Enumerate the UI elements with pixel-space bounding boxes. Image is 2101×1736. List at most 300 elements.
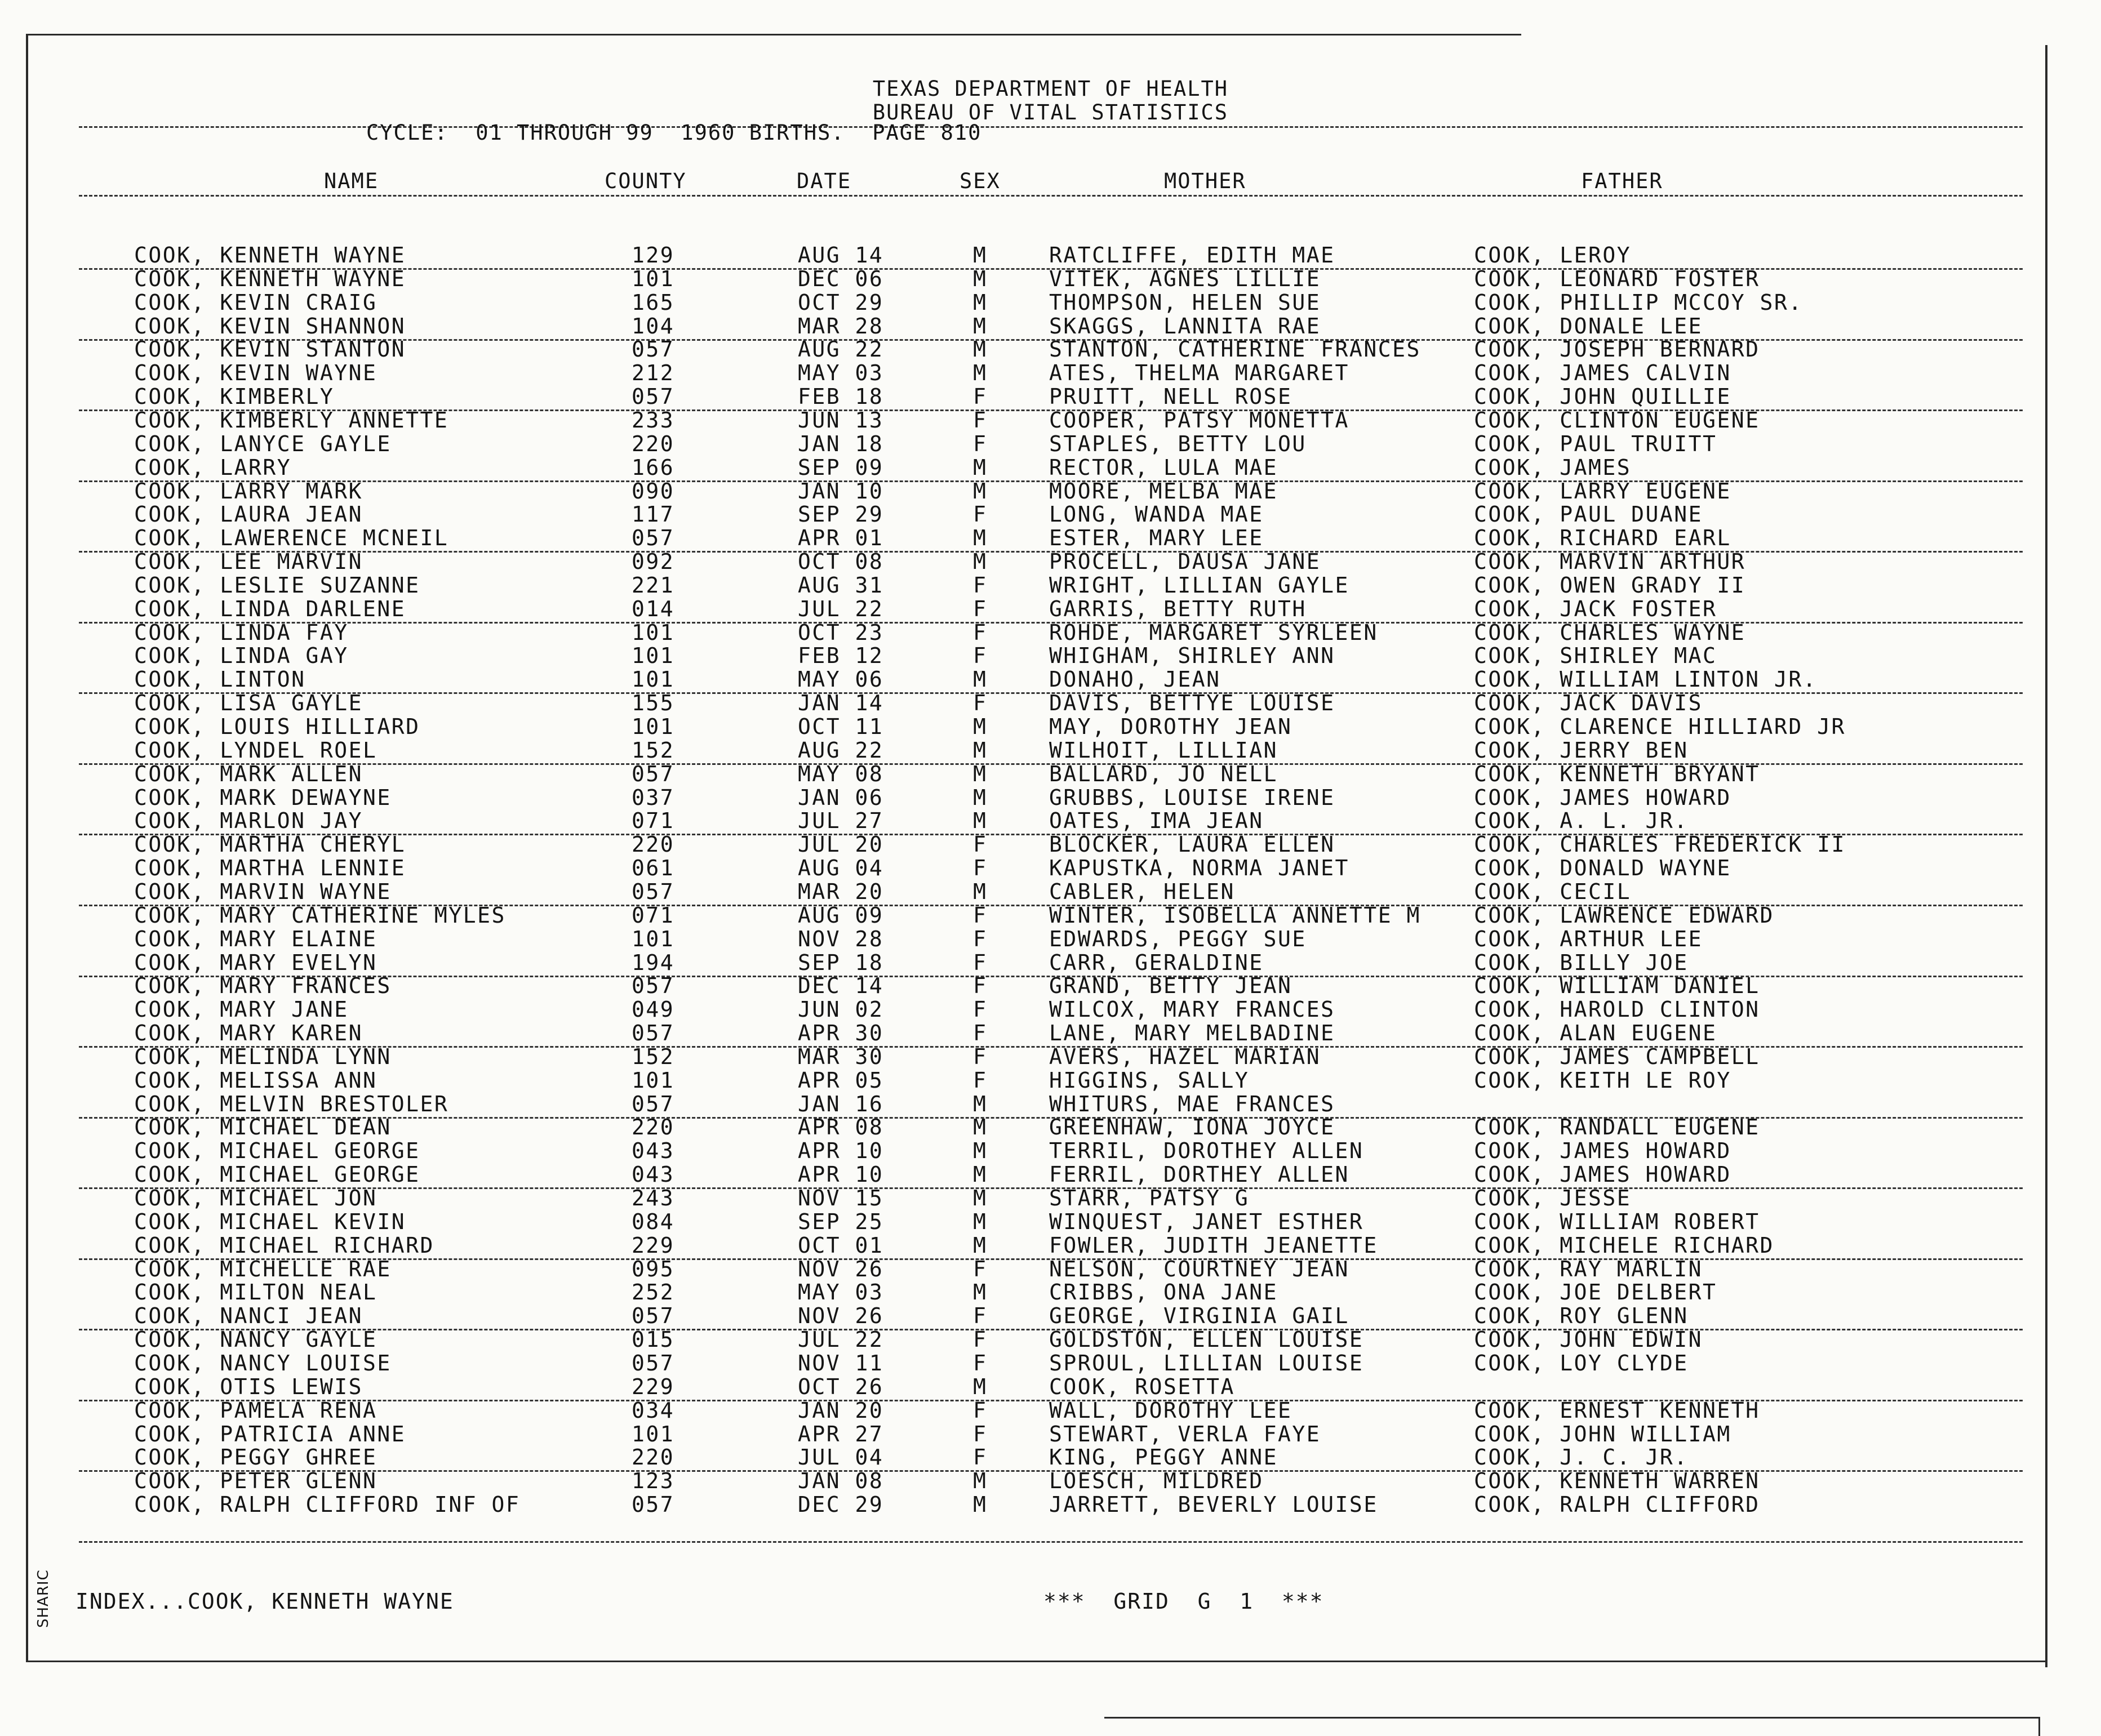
cell-date: JAN 10 xyxy=(798,478,884,504)
cell-mother: WHITURS, MAE FRANCES xyxy=(1049,1091,1335,1116)
cell-father: COOK, JACK FOSTER xyxy=(1474,596,1717,621)
cell-name: COOK, MARTHA CHERYL xyxy=(134,832,406,857)
column-header-sex: SEX xyxy=(960,169,1001,193)
cell-name: COOK, RALPH CLIFFORD INF OF xyxy=(134,1492,521,1517)
table-row xyxy=(0,1280,2101,1304)
column-header-mother: MOTHER xyxy=(1164,169,1246,193)
cell-name: COOK, MICHAEL GEORGE xyxy=(134,1162,420,1187)
table-row xyxy=(0,1445,2101,1469)
cell-county: 057 xyxy=(632,526,675,551)
cell-father: COOK, LOY CLYDE xyxy=(1474,1350,1689,1376)
cell-county: 220 xyxy=(632,1445,675,1470)
cell-name: COOK, MARY ELAINE xyxy=(134,926,377,951)
cell-county: 049 xyxy=(632,997,675,1022)
cell-mother: THOMPSON, HELEN SUE xyxy=(1049,290,1321,315)
cell-mother: CABLER, HELEN xyxy=(1049,879,1235,904)
cell-mother: TERRIL, DOROTHEY ALLEN xyxy=(1049,1138,1364,1164)
table-row xyxy=(0,951,2101,974)
cell-sex: M xyxy=(973,1115,988,1140)
column-header-rule xyxy=(79,195,2023,197)
table-row xyxy=(0,597,2101,621)
cell-name: COOK, NANCY LOUISE xyxy=(134,1350,392,1376)
cell-date: JUL 27 xyxy=(798,808,884,834)
table-row xyxy=(0,1469,2101,1493)
cell-sex: F xyxy=(973,950,988,975)
cell-name: COOK, MELINDA LYNN xyxy=(134,1044,392,1069)
cell-mother: COOK, ROSETTA xyxy=(1049,1374,1235,1399)
cell-date: DEC 29 xyxy=(798,1492,884,1517)
cell-sex: M xyxy=(973,526,988,551)
cell-sex: F xyxy=(973,1303,988,1329)
cell-father: COOK, RAY MARLIN xyxy=(1474,1256,1703,1281)
cell-mother: HIGGINS, SALLY xyxy=(1049,1067,1250,1093)
cell-date: MAY 06 xyxy=(798,667,884,692)
cell-name: COOK, LAURA JEAN xyxy=(134,502,363,527)
cell-mother: JARRETT, BEVERLY LOUISE xyxy=(1049,1492,1378,1517)
cell-county: 092 xyxy=(632,549,675,575)
table-row xyxy=(0,809,2101,833)
cell-sex: F xyxy=(973,997,988,1022)
cell-sex: F xyxy=(973,1421,988,1446)
cell-county: 037 xyxy=(632,785,675,810)
cell-father: COOK, RANDALL EUGENE xyxy=(1474,1115,1760,1140)
cell-date: JUL 22 xyxy=(798,1327,884,1352)
cell-mother: AVERS, HAZEL MARIAN xyxy=(1049,1044,1321,1069)
cell-county: 101 xyxy=(632,620,675,645)
cell-sex: F xyxy=(973,431,988,456)
table-row xyxy=(0,1422,2101,1446)
column-header-father: FATHER xyxy=(1581,169,1663,193)
cell-county: 015 xyxy=(632,1327,675,1352)
cell-name: COOK, NANCI JEAN xyxy=(134,1303,363,1329)
row-separator-rule xyxy=(79,1258,2023,1260)
table-row xyxy=(0,1257,2101,1281)
cell-sex: F xyxy=(973,1021,988,1046)
cell-name: COOK, MARY CATHERINE MYLES xyxy=(134,902,506,928)
cell-date: MAR 28 xyxy=(798,313,884,339)
cell-sex: F xyxy=(973,1256,988,1281)
cell-name: COOK, LINTON xyxy=(134,667,306,692)
cell-mother: KING, PEGGY ANNE xyxy=(1049,1445,1278,1470)
table-row xyxy=(0,974,2101,998)
next-page-edge-top xyxy=(1104,1717,2040,1719)
cell-county: 057 xyxy=(632,761,675,786)
table-row xyxy=(0,1139,2101,1163)
report-subtitle: BUREAU OF VITAL STATISTICS xyxy=(872,100,1229,124)
cell-date: DEC 06 xyxy=(798,266,884,291)
cell-county: 155 xyxy=(632,691,675,716)
cell-date: JAN 06 xyxy=(798,785,884,810)
table-row xyxy=(0,927,2101,951)
cell-sex: M xyxy=(973,808,988,834)
cell-mother: WILCOX, MARY FRANCES xyxy=(1049,997,1335,1022)
table-row xyxy=(0,337,2101,361)
cell-name: COOK, MICHAEL RICHARD xyxy=(134,1232,434,1258)
table-row xyxy=(0,291,2101,314)
cell-mother: STARR, PATSY G xyxy=(1049,1186,1250,1210)
table-row xyxy=(0,267,2101,291)
cell-county: 152 xyxy=(632,1044,675,1069)
table-row xyxy=(0,385,2101,408)
cell-mother: ATES, THELMA MARGARET xyxy=(1049,360,1349,386)
cell-name: COOK, LINDA GAY xyxy=(134,643,349,669)
table-row xyxy=(0,621,2101,644)
cell-sex: M xyxy=(973,1232,988,1258)
cell-date: NOV 26 xyxy=(798,1303,884,1329)
cell-sex: M xyxy=(973,1186,988,1210)
cell-county: 101 xyxy=(632,643,675,669)
cell-county: 090 xyxy=(632,478,675,504)
cell-name: COOK, KEVIN CRAIG xyxy=(134,290,377,315)
side-label: SHARIC xyxy=(35,1569,52,1628)
cell-mother: LANE, MARY MELBADINE xyxy=(1049,1021,1335,1046)
table-row xyxy=(0,833,2101,856)
cell-county: 152 xyxy=(632,737,675,763)
table-row xyxy=(0,691,2101,715)
cell-county: 057 xyxy=(632,384,675,409)
cell-sex: M xyxy=(973,337,988,362)
cell-mother: SKAGGS, LANNITA RAE xyxy=(1049,313,1321,339)
cell-county: 229 xyxy=(632,1374,675,1399)
cell-mother: OATES, IMA JEAN xyxy=(1049,808,1264,834)
cell-date: APR 08 xyxy=(798,1115,884,1140)
cell-mother: GRUBBS, LOUISE IRENE xyxy=(1049,785,1335,810)
cell-name: COOK, KEVIN STANTON xyxy=(134,337,406,362)
cell-county: 101 xyxy=(632,714,675,739)
cell-sex: F xyxy=(973,1445,988,1470)
cell-mother: LONG, WANDA MAE xyxy=(1049,502,1264,527)
cell-name: COOK, MICHAEL KEVIN xyxy=(134,1209,406,1234)
row-separator-rule xyxy=(79,976,2023,977)
cell-county: 084 xyxy=(632,1209,675,1234)
column-header-name: NAME xyxy=(324,169,379,193)
cell-name: COOK, KENNETH WAYNE xyxy=(134,266,406,291)
cell-sex: M xyxy=(973,266,988,291)
cell-date: OCT 23 xyxy=(798,620,884,645)
cell-date: FEB 18 xyxy=(798,384,884,409)
row-separator-rule xyxy=(79,905,2023,906)
cell-county: 057 xyxy=(632,1350,675,1376)
cell-date: SEP 29 xyxy=(798,502,884,527)
row-separator-rule xyxy=(79,268,2023,270)
table-row xyxy=(0,1069,2101,1092)
cell-sex: F xyxy=(973,384,988,409)
cell-sex: F xyxy=(973,1327,988,1352)
cell-county: 212 xyxy=(632,360,675,386)
cell-mother: CARR, GERALDINE xyxy=(1049,950,1264,975)
cell-date: OCT 01 xyxy=(798,1232,884,1258)
cell-name: COOK, LINDA FAY xyxy=(134,620,349,645)
cell-mother: BALLARD, JO NELL xyxy=(1049,761,1278,786)
cell-mother: LOESCH, MILDRED xyxy=(1049,1468,1264,1494)
cell-mother: PROCELL, DAUSA JANE xyxy=(1049,549,1321,575)
cell-name: COOK, MILTON NEAL xyxy=(134,1280,377,1305)
cell-mother: WILHOIT, LILLIAN xyxy=(1049,737,1278,763)
cell-name: COOK, MICHAEL GEORGE xyxy=(134,1138,420,1164)
table-row xyxy=(0,479,2101,503)
cell-father: COOK, DONALE LEE xyxy=(1474,313,1703,339)
cell-father: COOK, JAMES xyxy=(1474,455,1632,480)
cell-mother: CRIBBS, ONA JANE xyxy=(1049,1280,1278,1305)
cell-sex: F xyxy=(973,1350,988,1376)
cell-sex: F xyxy=(973,691,988,716)
cell-sex: M xyxy=(973,1492,988,1517)
row-separator-rule xyxy=(79,763,2023,765)
cell-date: JAN 16 xyxy=(798,1091,884,1116)
table-row xyxy=(0,644,2101,667)
cell-sex: M xyxy=(973,785,988,810)
cell-date: AUG 14 xyxy=(798,243,884,268)
table-row xyxy=(0,456,2101,479)
cell-mother: EDWARDS, PEGGY SUE xyxy=(1049,926,1307,951)
cell-sex: F xyxy=(973,902,988,928)
footer-grid: *** GRID G 1 *** xyxy=(1043,1589,1324,1614)
table-row xyxy=(0,786,2101,809)
cell-date: APR 27 xyxy=(798,1421,884,1446)
cell-name: COOK, PAMELA RENA xyxy=(134,1397,377,1423)
cell-county: 252 xyxy=(632,1280,675,1305)
cell-county: 194 xyxy=(632,950,675,975)
cell-date: OCT 08 xyxy=(798,549,884,575)
cell-mother: RECTOR, LULA MAE xyxy=(1049,455,1278,480)
cell-sex: M xyxy=(973,879,988,904)
cell-mother: GOLDSTON, ELLEN LOUISE xyxy=(1049,1327,1364,1352)
cell-date: MAY 08 xyxy=(798,761,884,786)
table-row xyxy=(0,361,2101,385)
table-row xyxy=(0,526,2101,550)
cell-date: SEP 09 xyxy=(798,455,884,480)
column-header-county: COUNTY xyxy=(605,169,687,193)
cell-date: MAY 03 xyxy=(798,360,884,386)
cell-name: COOK, NANCY GAYLE xyxy=(134,1327,377,1352)
table-row xyxy=(0,1304,2101,1328)
table-row xyxy=(0,243,2101,267)
cell-county: 071 xyxy=(632,808,675,834)
cell-date: SEP 25 xyxy=(798,1209,884,1234)
cell-father: COOK, JOHN EDWIN xyxy=(1474,1327,1703,1352)
cell-county: 043 xyxy=(632,1138,675,1164)
cell-name: COOK, MARLON JAY xyxy=(134,808,363,834)
table-row xyxy=(0,667,2101,691)
cell-sex: F xyxy=(973,973,988,999)
cell-sex: F xyxy=(973,596,988,621)
cell-name: COOK, MARY FRANCES xyxy=(134,973,392,999)
table-row xyxy=(0,762,2101,786)
cell-sex: M xyxy=(973,313,988,339)
cell-name: COOK, LANYCE GAYLE xyxy=(134,431,392,456)
table-row xyxy=(0,550,2101,573)
cell-name: COOK, MICHAEL JON xyxy=(134,1186,377,1210)
table-row xyxy=(0,1210,2101,1234)
cell-mother: ROHDE, MARGARET SYRLEEN xyxy=(1049,620,1378,645)
cell-date: JUN 13 xyxy=(798,407,884,433)
cell-date: APR 01 xyxy=(798,526,884,551)
cell-father: COOK, HAROLD CLINTON xyxy=(1474,997,1760,1022)
cell-mother: PRUITT, NELL ROSE xyxy=(1049,384,1292,409)
cell-date: APR 05 xyxy=(798,1067,884,1093)
cell-name: COOK, LESLIE SUZANNE xyxy=(134,572,420,598)
row-separator-rule xyxy=(79,1541,2023,1543)
cell-father: COOK, JOSEPH BERNARD xyxy=(1474,337,1760,362)
table-row xyxy=(0,903,2101,927)
cell-name: COOK, LARRY xyxy=(134,455,292,480)
cell-mother: FERRIL, DORTHEY ALLEN xyxy=(1049,1162,1349,1187)
cell-sex: F xyxy=(973,1067,988,1093)
cell-mother: VITEK, AGNES LILLIE xyxy=(1049,266,1321,291)
cell-date: JUL 20 xyxy=(798,832,884,857)
cell-county: 165 xyxy=(632,290,675,315)
row-separator-rule xyxy=(79,409,2023,411)
table-row xyxy=(0,502,2101,526)
cell-mother: WINTER, ISOBELLA ANNETTE M xyxy=(1049,902,1421,928)
cell-county: 095 xyxy=(632,1256,675,1281)
cell-county: 129 xyxy=(632,243,675,268)
cell-county: 104 xyxy=(632,313,675,339)
cell-father: COOK, LAWRENCE EDWARD xyxy=(1474,902,1774,928)
cell-name: COOK, MICHELLE RAE xyxy=(134,1256,392,1281)
cell-name: COOK, MARK DEWAYNE xyxy=(134,785,392,810)
frame-top-line xyxy=(28,34,1521,35)
cell-father: COOK, CLINTON EUGENE xyxy=(1474,407,1760,433)
cell-father: COOK, LEONARD FOSTER xyxy=(1474,266,1760,291)
cell-sex: M xyxy=(973,290,988,315)
cell-sex: F xyxy=(973,856,988,881)
cell-mother: BLOCKER, LAURA ELLEN xyxy=(1049,832,1335,857)
cell-father: COOK, MARVIN ARTHUR xyxy=(1474,549,1746,575)
cell-sex: F xyxy=(973,832,988,857)
cell-father: COOK, JOE DELBERT xyxy=(1474,1280,1717,1305)
cell-county: 061 xyxy=(632,856,675,881)
table-row xyxy=(0,856,2101,880)
cell-mother: ESTER, MARY LEE xyxy=(1049,526,1264,551)
cell-father: COOK, JAMES HOWARD xyxy=(1474,1162,1731,1187)
table-row xyxy=(0,1092,2101,1116)
cell-father: COOK, ROY GLENN xyxy=(1474,1303,1689,1329)
cell-county: 057 xyxy=(632,1303,675,1329)
cycle-info: CYCLE: 01 THROUGH 99 1960 BIRTHS. PAGE 810 xyxy=(366,121,982,145)
cell-sex: M xyxy=(973,1209,988,1234)
cell-father: COOK, LARRY EUGENE xyxy=(1474,478,1731,504)
cell-county: 057 xyxy=(632,1021,675,1046)
cell-county: 221 xyxy=(632,572,675,598)
cell-date: MAY 03 xyxy=(798,1280,884,1305)
cell-name: COOK, MARY JANE xyxy=(134,997,349,1022)
table-row xyxy=(0,1045,2101,1069)
row-separator-rule xyxy=(79,339,2023,341)
cell-date: JAN 08 xyxy=(798,1468,884,1494)
cell-county: 101 xyxy=(632,667,675,692)
cell-father: COOK, KEITH LE ROY xyxy=(1474,1067,1731,1093)
table-row xyxy=(0,408,2101,432)
cell-date: JAN 20 xyxy=(798,1397,884,1423)
cell-mother: DONAHO, JEAN xyxy=(1049,667,1221,692)
cell-father: COOK, JAMES HOWARD xyxy=(1474,1138,1731,1164)
cell-name: COOK, MARTHA LENNIE xyxy=(134,856,406,881)
cell-name: COOK, PETER GLENN xyxy=(134,1468,377,1494)
cell-father: COOK, BILLY JOE xyxy=(1474,950,1689,975)
cell-sex: M xyxy=(973,667,988,692)
cell-sex: M xyxy=(973,455,988,480)
cell-father: COOK, LEROY xyxy=(1474,243,1632,268)
cell-name: COOK, LEE MARVIN xyxy=(134,549,363,575)
cell-county: 057 xyxy=(632,1492,675,1517)
cell-date: NOV 15 xyxy=(798,1186,884,1210)
cell-father: COOK, JESSE xyxy=(1474,1186,1632,1210)
cell-county: 101 xyxy=(632,926,675,951)
cell-sex: M xyxy=(973,1468,988,1494)
cell-mother: RATCLIFFE, EDITH MAE xyxy=(1049,243,1335,268)
cell-sex: F xyxy=(973,926,988,951)
table-row xyxy=(0,1115,2101,1139)
row-separator-rule xyxy=(79,1046,2023,1048)
cell-mother: FOWLER, JUDITH JEANETTE xyxy=(1049,1232,1378,1258)
cell-father: COOK, SHIRLEY MAC xyxy=(1474,643,1717,669)
cell-mother: DAVIS, BETTYE LOUISE xyxy=(1049,691,1335,716)
cell-father: COOK, OWEN GRADY II xyxy=(1474,572,1746,598)
cell-date: SEP 18 xyxy=(798,950,884,975)
cell-father: COOK, MICHELE RICHARD xyxy=(1474,1232,1774,1258)
cell-county: 057 xyxy=(632,337,675,362)
cell-sex: M xyxy=(973,478,988,504)
cell-mother: WALL, DOROTHY LEE xyxy=(1049,1397,1292,1423)
cell-date: AUG 22 xyxy=(798,737,884,763)
cell-father: COOK, JAMES HOWARD xyxy=(1474,785,1731,810)
cell-county: 220 xyxy=(632,431,675,456)
cell-name: COOK, KIMBERLY ANNETTE xyxy=(134,407,449,433)
row-separator-rule xyxy=(79,551,2023,553)
cell-county: 101 xyxy=(632,1067,675,1093)
cell-father: COOK, KENNETH BRYANT xyxy=(1474,761,1760,786)
row-separator-rule xyxy=(79,1117,2023,1119)
cell-mother: GRAND, BETTY JEAN xyxy=(1049,973,1292,999)
cell-father: COOK, ALAN EUGENE xyxy=(1474,1021,1717,1046)
cell-mother: STANTON, CATHERINE FRANCES xyxy=(1049,337,1421,362)
cell-name: COOK, KENNETH WAYNE xyxy=(134,243,406,268)
cell-sex: F xyxy=(973,502,988,527)
cell-county: 101 xyxy=(632,1421,675,1446)
cell-father: COOK, CHARLES WAYNE xyxy=(1474,620,1746,645)
cell-county: 014 xyxy=(632,596,675,621)
cell-name: COOK, KEVIN SHANNON xyxy=(134,313,406,339)
cell-county: 123 xyxy=(632,1468,675,1494)
cell-father: COOK, JERRY BEN xyxy=(1474,737,1689,763)
cell-date: JUN 02 xyxy=(798,997,884,1022)
frame-bottom-line xyxy=(26,1661,2047,1662)
cell-sex: M xyxy=(973,1374,988,1399)
cell-name: COOK, MELVIN BRESTOLER xyxy=(134,1091,449,1116)
cell-mother: STAPLES, BETTY LOU xyxy=(1049,431,1307,456)
table-row xyxy=(0,998,2101,1021)
cell-mother: NELSON, COURTNEY JEAN xyxy=(1049,1256,1349,1281)
cell-date: OCT 26 xyxy=(798,1374,884,1399)
cell-sex: M xyxy=(973,714,988,739)
cell-date: APR 10 xyxy=(798,1162,884,1187)
cell-father: COOK, PHILLIP MCCOY SR. xyxy=(1474,290,1803,315)
cell-sex: M xyxy=(973,1280,988,1305)
cell-county: 057 xyxy=(632,1091,675,1116)
table-row xyxy=(0,1186,2101,1210)
cell-mother: MOORE, MELBA MAE xyxy=(1049,478,1278,504)
cell-date: JUL 04 xyxy=(798,1445,884,1470)
cell-county: 034 xyxy=(632,1397,675,1423)
cell-sex: M xyxy=(973,243,988,268)
cell-county: 071 xyxy=(632,902,675,928)
cell-father: COOK, JOHN QUILLIE xyxy=(1474,384,1731,409)
cell-date: MAR 30 xyxy=(798,1044,884,1069)
table-row xyxy=(0,715,2101,738)
cell-father: COOK, ARTHUR LEE xyxy=(1474,926,1703,951)
cell-sex: F xyxy=(973,1044,988,1069)
